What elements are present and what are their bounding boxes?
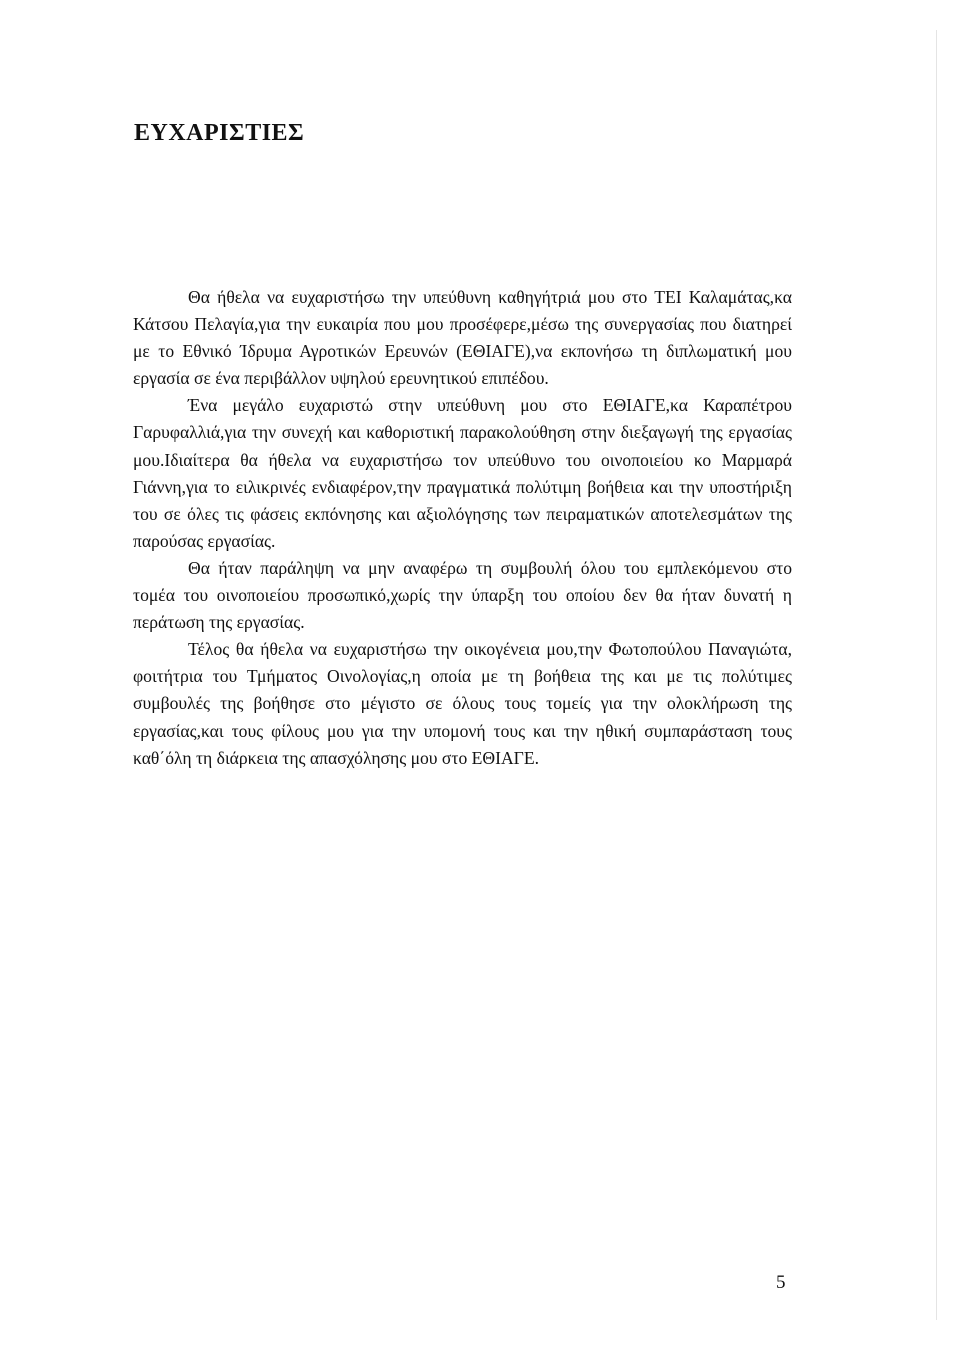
paragraph-family: Τέλος θα ήθελα να ευχαριστήσω την οικογένεια μου,την Φωτοπούλου Παναγιώτα, φοιτήτρια του Τμήματος Οινολογίας,η οποία με τη βοήθεια της και με τις πολύτιμες συμβουλές της βοήθησε στο μέγιστο σε όλους τους τομείς για την ολοκλήρωση της εργασίας,και τους φίλους μου για την υπομονή τους και την ηθική συμπαράσταση τους καθ΄όλη τη διάρκεια της απασχόλησης μου στο ΕΘΙΑΓΕ. <box>133 639 792 768</box>
paragraph-supervisor: Θα ήθελα να ευχαριστήσω την υπεύθυνη καθηγήτριά μου στο ΤΕΙ Καλαμάτας,κα Κάτσου Πελαγία,για την ευκαιρία που μου προσέφερε,μέσω της συνεργασίας που διατηρεί με το Εθνικό Ίδρυμα Αγροτικών Ερευνών (ΕΘΙΑΓΕ),να εκπονήσω τη διπλωματική μου εργασία σε ένα περιβάλλον υψηλού ερευνητικού επιπέδου. <box>133 287 792 389</box>
page-title: ΕΥΧΑΡΙΣΤΙΕΣ <box>134 120 305 146</box>
acknowledgements-body <box>133 284 792 772</box>
scan-edge-line <box>936 30 937 1320</box>
paragraph-ethiage: Ένα μεγάλο ευχαριστώ στην υπεύθυνη μου στο ΕΘΙΑΓΕ,κα Καραπέτρου Γαρυφαλλιά,για την συνεχή και καθοριστική παρακολούθηση στην διεξαγωγή της εργασίας μου.Ιδιαίτερα θα ήθελα να ευχαριστήσω τον υπεύθυνο του οινοποιείου κο Μαρμαρά Γιάννη,για το ειλικρινές ενδιαφέρον,την πραγματικά πολύτιμη βοήθεια και την υποστήριξη του σε όλες τις φάσεις εκπόνησης και αξιολόγησης των πειραματικών αποτελεσμάτων της παρούσας εργασίας. <box>133 395 792 551</box>
paragraph-winery-staff: Θα ήταν παράληψη να μην αναφέρω τη συμβουλή όλου του εμπλεκόμενου στο τομέα του οινοποιείου προσωπικό,χωρίς την ύπαρξη του οποίου δεν θα ήταν δυνατή η περάτωση της εργασίας. <box>133 557 792 633</box>
page-number: 5 <box>776 1272 786 1293</box>
